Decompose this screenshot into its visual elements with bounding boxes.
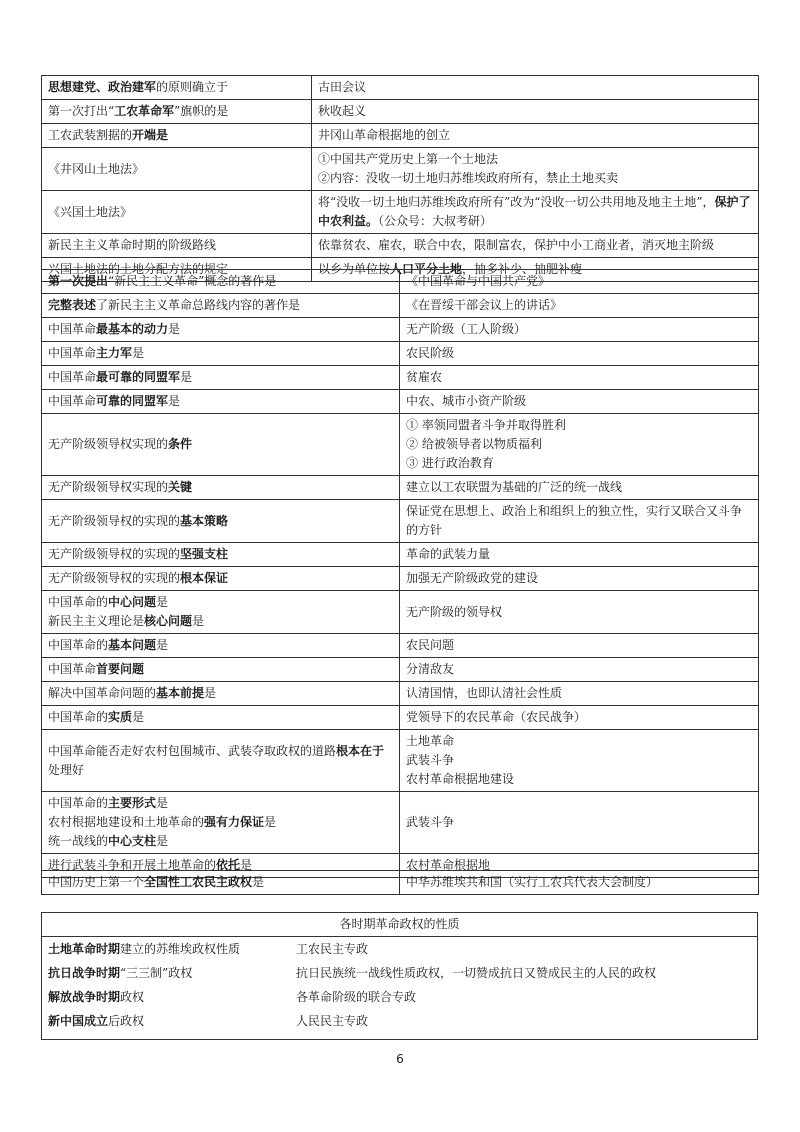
emphasis-text: 可靠的同盟军 bbox=[96, 394, 169, 408]
question-cell bbox=[42, 706, 400, 730]
text-segment: 第一次打出“ bbox=[48, 104, 115, 118]
text-segment: 《兴国土地法》 bbox=[48, 204, 133, 219]
text-segment: 是 bbox=[168, 322, 181, 336]
table-row bbox=[42, 294, 759, 318]
text-segment: 以乡为单位按 bbox=[318, 262, 391, 276]
question-cell bbox=[42, 591, 400, 634]
emphasis-text: 核心问题 bbox=[144, 614, 193, 628]
question-cell bbox=[42, 634, 400, 658]
emphasis-text: 思想建党、政治建军 bbox=[48, 80, 157, 94]
question-cell bbox=[42, 543, 400, 567]
emphasis-text: 坚强支柱 bbox=[180, 547, 229, 561]
period-cell bbox=[42, 937, 290, 961]
emphasis-text: 最可靠的同盟军 bbox=[96, 370, 181, 384]
text-segment: 无产阶级领导权的实现的 bbox=[48, 547, 181, 561]
table-row bbox=[42, 148, 759, 191]
table-row bbox=[42, 706, 759, 730]
period-cell bbox=[42, 985, 290, 1009]
emphasis-text: 保护了中农利益。 bbox=[318, 195, 751, 228]
text-segment: 新民主主义革命时期的阶级路线 bbox=[48, 238, 217, 252]
text-segment: 建立的苏维埃政权性质 bbox=[120, 942, 241, 956]
emphasis-text: 条件 bbox=[168, 437, 193, 451]
regime-row bbox=[42, 937, 757, 961]
question-cell bbox=[42, 871, 400, 895]
answer-cell bbox=[400, 294, 759, 318]
regime-nature-cell: 各革命阶级的联合专政 bbox=[296, 990, 417, 1004]
answer-cell bbox=[312, 76, 759, 100]
text-segment: 中国革命 bbox=[48, 370, 97, 384]
text-segment: 是 bbox=[132, 710, 145, 724]
table-body-cell bbox=[42, 937, 758, 1040]
table-row bbox=[42, 543, 759, 567]
emphasis-text: 基本问题 bbox=[108, 638, 157, 652]
question-cell bbox=[42, 682, 400, 706]
text-segment: 无产阶级领导权的实现的 bbox=[48, 513, 181, 528]
emphasis-text: 主要形式 bbox=[108, 796, 157, 810]
text-segment: 是 bbox=[252, 875, 265, 889]
question-cell bbox=[42, 294, 400, 318]
answer-cell bbox=[312, 124, 759, 148]
regime-nature-cell: 人民民主专政 bbox=[296, 1014, 369, 1028]
table-header-row bbox=[42, 913, 758, 937]
text-segment: 中国革命的 bbox=[48, 595, 109, 609]
emphasis-text: 开端是 bbox=[132, 128, 169, 142]
cell-line: ① 率领同盟者斗争并取得胜利 bbox=[406, 418, 566, 432]
text-segment: 认清国情，也即认清社会性质 bbox=[406, 686, 563, 700]
table-row bbox=[42, 682, 759, 706]
table-row bbox=[42, 634, 759, 658]
table-row bbox=[42, 730, 759, 792]
text-segment: 统一战线的 bbox=[48, 834, 109, 848]
question-cell bbox=[42, 414, 400, 476]
emphasis-text: 完整表述 bbox=[48, 298, 97, 312]
text-segment: 《井冈山土地法》 bbox=[48, 161, 145, 176]
text-segment: 党领导下的农民革命（农民战争） bbox=[406, 710, 587, 724]
text-segment: 是 bbox=[156, 834, 169, 848]
text-segment: 是 bbox=[132, 346, 145, 360]
text-segment: 中华苏维埃共和国（实行工农兵代表大会制度） bbox=[406, 875, 659, 889]
text-segment: 中国革命的 bbox=[48, 710, 109, 724]
text-segment: 井冈山革命根据地的创立 bbox=[318, 128, 451, 142]
table-row bbox=[42, 318, 759, 342]
regime-nature-cell: 抗日民族统一战线性质政权，一切赞成抗日又赞成民主的人民的政权 bbox=[296, 966, 657, 980]
table-revolution-facts-1 bbox=[41, 75, 759, 282]
answer-cell bbox=[400, 871, 759, 895]
text-segment: 无产阶级的领导权 bbox=[406, 604, 503, 619]
text-segment: 是 bbox=[156, 595, 169, 609]
question-cell bbox=[42, 390, 400, 414]
text-segment: 兴国土地法的土地分配方法的规定 bbox=[48, 262, 229, 276]
answer-cell bbox=[400, 730, 759, 792]
question-cell bbox=[42, 124, 312, 148]
answer-cell bbox=[400, 500, 759, 543]
emphasis-text: 首要问题 bbox=[96, 662, 145, 676]
text-segment: 保证党在思想上、政治上和组织上的独立性，实行又联合又斗争的方针 bbox=[406, 504, 743, 537]
text-segment: 是 bbox=[264, 815, 277, 829]
table-revolution-facts-2 bbox=[41, 269, 759, 878]
text-segment: 是 bbox=[180, 370, 193, 384]
text-segment: 农民阶级 bbox=[406, 346, 455, 360]
answer-cell bbox=[400, 706, 759, 730]
emphasis-text: 工农革命军 bbox=[114, 104, 175, 118]
cell-line: 武装斗争 bbox=[406, 753, 455, 767]
text-segment: 新民主主义理论是 bbox=[48, 614, 145, 628]
answer-cell bbox=[400, 390, 759, 414]
text-segment: 中国革命 bbox=[48, 394, 97, 408]
text-segment: 政权 bbox=[120, 990, 145, 1004]
text-segment: 是 bbox=[204, 686, 217, 700]
question-cell bbox=[42, 148, 312, 191]
table-row bbox=[42, 658, 759, 682]
answer-cell bbox=[400, 366, 759, 390]
table-row bbox=[42, 476, 759, 500]
emphasis-text: 土地革命时期 bbox=[48, 942, 121, 956]
text-segment: 建立以工农联盟为基础的广泛的统一战线 bbox=[406, 480, 623, 494]
period-cell bbox=[42, 961, 290, 985]
page-number: 6 bbox=[396, 1052, 404, 1066]
text-segment: “三三制”政权 bbox=[120, 966, 193, 980]
table-title: 各时期革命政权的性质 bbox=[42, 913, 758, 937]
answer-cell bbox=[400, 342, 759, 366]
cell-line bbox=[48, 832, 393, 851]
answer-cell bbox=[400, 658, 759, 682]
emphasis-text: 全国性工农民主政权 bbox=[144, 875, 253, 889]
table-row bbox=[42, 567, 759, 591]
cell-line bbox=[48, 593, 393, 612]
emphasis-text: 基本策略 bbox=[180, 513, 229, 528]
text-segment: 处理好 bbox=[48, 762, 85, 777]
question-cell bbox=[42, 500, 400, 543]
text-segment: 《中国革命与中国共产党》 bbox=[406, 274, 551, 288]
cell-line: ①中国共产党历史上第一个土地法 bbox=[318, 152, 499, 166]
text-segment: 将“没收一切土地归苏维埃政府所有”改为“没收一切公共用地及地主土地”， bbox=[318, 195, 715, 209]
regime-row bbox=[42, 1009, 757, 1033]
cell-line: ②内容：没收一切土地归苏维埃政府所有，禁止土地买卖 bbox=[318, 171, 619, 185]
text-segment: 中农、城市小资产阶级 bbox=[406, 394, 527, 408]
question-cell bbox=[42, 318, 400, 342]
emphasis-text: 基本前提 bbox=[156, 686, 205, 700]
answer-cell bbox=[400, 591, 759, 634]
table-row bbox=[42, 390, 759, 414]
text-segment: 是 bbox=[240, 858, 253, 872]
period-cell bbox=[42, 1009, 290, 1033]
cell-line bbox=[48, 813, 393, 832]
table-first-national-regime bbox=[41, 870, 759, 895]
answer-cell bbox=[400, 792, 759, 854]
emphasis-text: 人口平分土地 bbox=[390, 262, 463, 276]
question-cell bbox=[42, 191, 312, 234]
table-body-row bbox=[42, 937, 758, 1040]
emphasis-text: 主力军 bbox=[96, 346, 133, 360]
text-segment: ”旗帜的是 bbox=[174, 104, 229, 118]
answer-cell bbox=[400, 270, 759, 294]
text-segment: 中国革命的 bbox=[48, 796, 109, 810]
question-cell bbox=[42, 567, 400, 591]
text-segment: 进行武装斗争和开展土地革命的 bbox=[48, 858, 217, 872]
question-cell bbox=[42, 76, 312, 100]
text-segment: 了新民主主义革命总路线内容的著作是 bbox=[96, 298, 301, 312]
text-segment: 秋收起义 bbox=[318, 104, 367, 118]
text-segment: 无产阶级领导权实现的 bbox=[48, 480, 169, 494]
text-segment: 分清敌友 bbox=[406, 662, 455, 676]
text-segment: 革命的武装力量 bbox=[406, 547, 491, 561]
regime-rows bbox=[42, 937, 757, 1033]
question-cell bbox=[42, 476, 400, 500]
answer-cell bbox=[400, 634, 759, 658]
text-segment: 农村根据地建设和土地革命的 bbox=[48, 815, 205, 829]
table-row bbox=[42, 792, 759, 854]
text-segment: 《在晋绥干部会议上的讲话》 bbox=[406, 298, 563, 312]
regime-nature-cell: 工农民主专政 bbox=[296, 942, 369, 956]
emphasis-text: 抗日战争时期 bbox=[48, 966, 121, 980]
emphasis-text: 实质 bbox=[108, 710, 133, 724]
answer-cell bbox=[400, 567, 759, 591]
answer-cell bbox=[312, 191, 759, 234]
answer-cell bbox=[400, 318, 759, 342]
answer-cell bbox=[400, 414, 759, 476]
question-cell bbox=[42, 234, 312, 258]
text-segment: 依靠贫农、雇农，联合中农，限制富农，保护中小工商业者，消灭地主阶级 bbox=[318, 238, 715, 252]
text-segment: 是 bbox=[156, 796, 169, 810]
table-row bbox=[42, 124, 759, 148]
table-regime-nature bbox=[41, 912, 758, 1040]
table-row bbox=[42, 270, 759, 294]
text-segment: “新民主主义革命”概念的著作是 bbox=[108, 274, 277, 288]
regime-row bbox=[42, 961, 757, 985]
table-row bbox=[42, 500, 759, 543]
text-segment: 的原则确立于 bbox=[156, 80, 229, 94]
text-segment: 农村革命根据地 bbox=[406, 858, 491, 872]
cell-line: ② 给被领导者以物质福利 bbox=[406, 437, 542, 451]
text-segment: ，抽多补少、抽肥补瘦 bbox=[462, 262, 583, 276]
emphasis-text: 根本在于 bbox=[336, 743, 385, 758]
cell-line: 土地革命 bbox=[406, 734, 455, 748]
answer-cell bbox=[312, 148, 759, 191]
emphasis-text: 依托 bbox=[216, 858, 241, 872]
table-row bbox=[42, 342, 759, 366]
emphasis-text: 强有力保证 bbox=[204, 815, 265, 829]
text-segment: 农民问题 bbox=[406, 638, 455, 652]
emphasis-text: 第一次提出 bbox=[48, 274, 109, 288]
question-cell bbox=[42, 342, 400, 366]
text-segment: 解决中国革命问题的 bbox=[48, 686, 157, 700]
question-cell bbox=[42, 730, 400, 792]
text-segment: 无产阶级领导权实现的 bbox=[48, 437, 169, 451]
text-segment: 是 bbox=[156, 638, 169, 652]
emphasis-text: 根本保证 bbox=[180, 571, 229, 585]
cell-line bbox=[48, 612, 393, 631]
question-cell bbox=[42, 792, 400, 854]
text-segment: 是 bbox=[168, 394, 181, 408]
emphasis-text: 关键 bbox=[168, 480, 193, 494]
text-segment: 贫雇农 bbox=[406, 370, 443, 384]
text-segment: 中国革命能否走好农村包围城市、武装夺取政权的道路 bbox=[48, 743, 337, 758]
cell-line bbox=[48, 794, 393, 813]
table-row bbox=[42, 414, 759, 476]
text-segment: 中国历史上第一个 bbox=[48, 875, 145, 889]
emphasis-text: 解放战争时期 bbox=[48, 990, 121, 1004]
question-cell bbox=[42, 270, 400, 294]
question-cell bbox=[42, 100, 312, 124]
answer-cell bbox=[312, 234, 759, 258]
text-segment: 中国革命 bbox=[48, 662, 97, 676]
text-segment: （公众号：大叔考研） bbox=[378, 214, 493, 228]
table-row bbox=[42, 100, 759, 124]
table-row bbox=[42, 366, 759, 390]
emphasis-text: 最基本的动力 bbox=[96, 322, 169, 336]
table-row bbox=[42, 191, 759, 234]
question-cell bbox=[42, 658, 400, 682]
text-segment: 无产阶级领导权的实现的 bbox=[48, 571, 181, 585]
text-segment: 中国革命的 bbox=[48, 638, 109, 652]
text-segment: 后政权 bbox=[108, 1014, 145, 1028]
table-row bbox=[42, 234, 759, 258]
emphasis-text: 中心问题 bbox=[108, 595, 157, 609]
text-segment: 工农武装割据的 bbox=[48, 128, 133, 142]
question-cell bbox=[42, 366, 400, 390]
answer-cell bbox=[400, 682, 759, 706]
table-row bbox=[42, 871, 759, 895]
text-segment: 是 bbox=[192, 614, 205, 628]
table-row bbox=[42, 591, 759, 634]
text-segment: 武装斗争 bbox=[406, 815, 455, 829]
text-segment: 中国革命 bbox=[48, 346, 97, 360]
answer-cell bbox=[312, 100, 759, 124]
emphasis-text: 中心支柱 bbox=[108, 834, 157, 848]
answer-cell bbox=[400, 476, 759, 500]
regime-row bbox=[42, 985, 757, 1009]
cell-line: ③ 进行政治教育 bbox=[406, 456, 494, 470]
table-row bbox=[42, 76, 759, 100]
text-segment: 中国革命 bbox=[48, 322, 97, 336]
emphasis-text: 新中国成立 bbox=[48, 1014, 109, 1028]
text-segment: 加强无产阶级政党的建设 bbox=[406, 571, 539, 585]
cell-line: 农村革命根据地建设 bbox=[406, 772, 515, 786]
answer-cell bbox=[400, 543, 759, 567]
text-segment: 古田会议 bbox=[318, 80, 367, 94]
text-segment: 无产阶级（工人阶级） bbox=[406, 322, 527, 336]
